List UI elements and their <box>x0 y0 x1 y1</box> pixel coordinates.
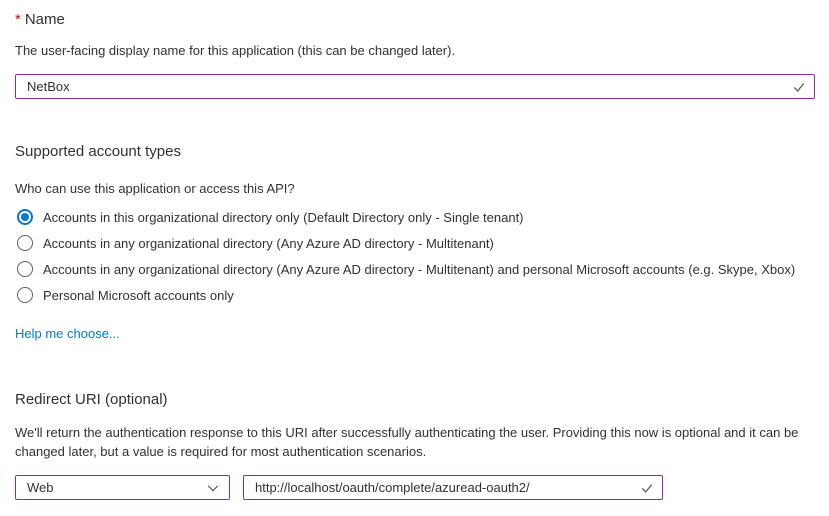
account-type-options <box>15 204 815 308</box>
account-type-option-label: Accounts in this organizational directory only (Default Directory only - Single tenant) <box>43 209 524 225</box>
required-asterisk: * <box>15 11 21 28</box>
redirect-uri-section <box>15 390 815 500</box>
name-input[interactable] <box>15 74 815 99</box>
redirect-uri-row <box>15 475 815 500</box>
radio-button-icon <box>17 209 33 225</box>
name-description: The user-facing display name for this application (this can be changed later). <box>15 43 456 58</box>
redirect-uri-input-wrap <box>243 475 663 500</box>
platform-select[interactable] <box>15 475 230 500</box>
radio-button-icon <box>17 287 33 303</box>
name-label: Name <box>24 11 65 28</box>
platform-select-value: Web <box>27 480 54 495</box>
account-types-section <box>15 142 815 343</box>
account-type-radio-option[interactable] <box>15 230 815 256</box>
radio-dot <box>21 213 29 221</box>
account-types-question: Who can use this application or access this API? <box>15 181 295 196</box>
radio-button-icon <box>17 235 33 251</box>
account-types-title: Supported account types <box>15 143 181 160</box>
help-me-choose-link[interactable]: Help me choose... <box>15 326 120 341</box>
account-type-radio-option[interactable] <box>15 204 815 230</box>
redirect-uri-title: Redirect URI (optional) <box>15 391 168 408</box>
name-section-title <box>15 10 815 30</box>
redirect-uri-description: We'll return the authentication response to this URI after successfully authenticating the user. Providing this now is optional and it can be changed later, but a value is required for most authentication scenarios. <box>15 425 799 459</box>
account-type-option-label: Accounts in any organizational directory (Any Azure AD directory - Multitenant) <box>43 235 494 251</box>
chevron-down-icon <box>206 481 220 495</box>
account-type-option-label: Accounts in any organizational directory (Any Azure AD directory - Multitenant) and personal Microsoft accounts (e.g. Skype, Xbox) <box>43 261 796 277</box>
name-section <box>15 10 815 99</box>
account-type-radio-option[interactable] <box>15 256 815 282</box>
account-type-option-label: Personal Microsoft accounts only <box>43 287 234 303</box>
name-input-wrap <box>15 74 815 99</box>
account-type-radio-option[interactable] <box>15 282 815 308</box>
radio-button-icon <box>17 261 33 277</box>
redirect-uri-input[interactable] <box>243 475 663 500</box>
